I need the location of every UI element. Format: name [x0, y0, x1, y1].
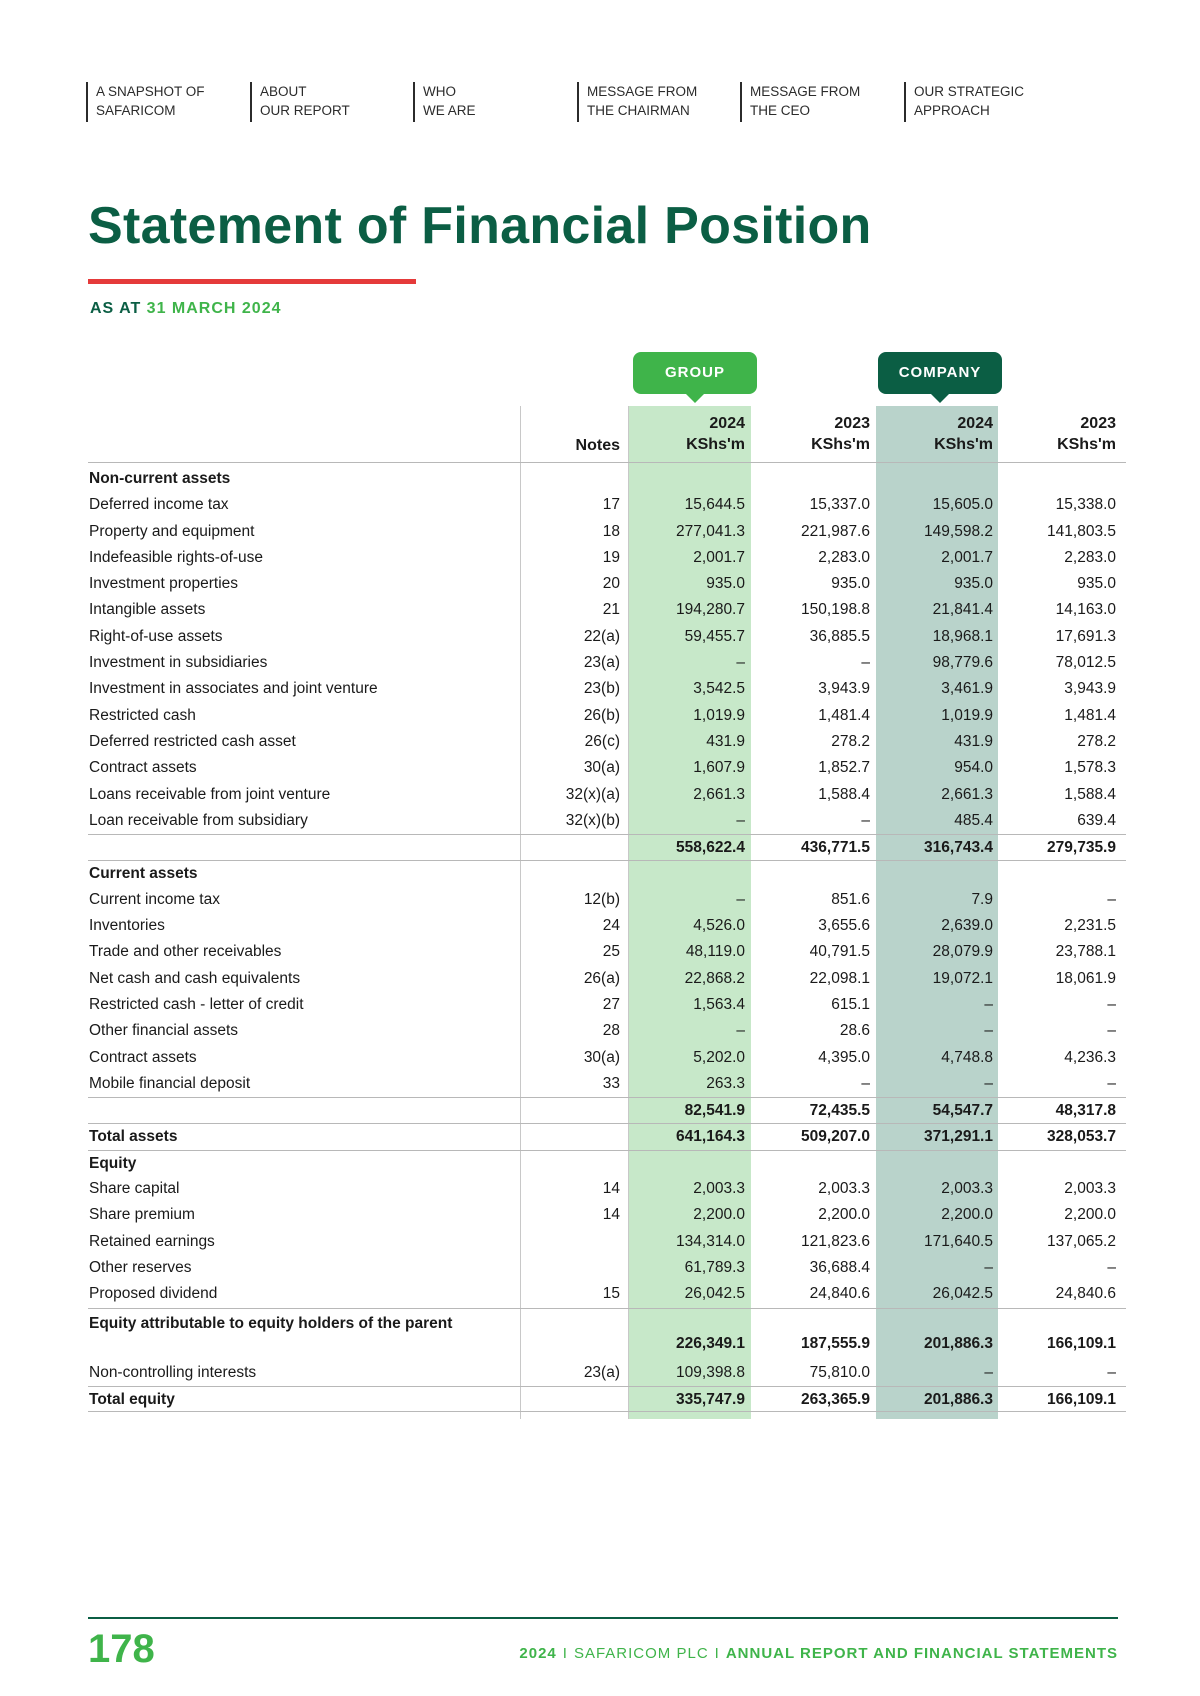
group-2024-value: 22,868.2	[684, 969, 745, 987]
footer-company: SAFARICOM PLC	[573, 1645, 709, 1662]
company-2024-value: 149,598.2	[924, 522, 993, 540]
row-label: Investment in associates and joint venture	[89, 680, 378, 698]
row-label: Intangible assets	[89, 601, 206, 619]
row-label: Proposed dividend	[89, 1285, 218, 1303]
nav-snapshot-line2: SAFARICOM	[96, 103, 176, 118]
company-2023-value: 14,163.0	[1055, 601, 1116, 619]
table-row	[88, 1202, 1126, 1228]
company-2023-value: 48,317.8	[1055, 1102, 1116, 1120]
group-2023-value: 851.6	[831, 890, 870, 908]
company-2024-value: 18,968.1	[932, 627, 993, 645]
company-2023-year: 2023	[1080, 415, 1116, 432]
group-2024-value: 26,042.5	[684, 1285, 745, 1303]
row-label: Contract assets	[89, 759, 197, 777]
row-label: Inventories	[89, 917, 165, 935]
section-heading-row	[88, 466, 1126, 492]
company-2024-value: 19,072.1	[932, 969, 993, 987]
group-2024-value: –	[736, 1022, 745, 1040]
company-2024-value: 2,003.3	[941, 1180, 993, 1198]
group-2024-value: 2,200.0	[693, 1206, 745, 1224]
table-row	[88, 676, 1126, 702]
company-2023-value: 166,109.1	[1047, 1334, 1116, 1352]
row-note: 32(x)(a)	[565, 785, 620, 803]
company-2024-value: –	[984, 995, 993, 1013]
company-2023-value: 23,788.1	[1055, 943, 1116, 961]
group-2024-value: 335,747.9	[676, 1390, 745, 1408]
group-2023-value: 24,840.6	[809, 1285, 870, 1303]
company-2023-value: 935.0	[1077, 575, 1116, 593]
group-2024-value: 4,526.0	[693, 917, 745, 935]
table-row	[88, 755, 1126, 781]
notes-header: Notes	[575, 437, 620, 454]
company-2023-value: 1,578.3	[1064, 759, 1116, 777]
company-2023-value: –	[1107, 1258, 1116, 1276]
company-2023-value: 166,109.1	[1047, 1390, 1116, 1408]
company-2024-value: 26,042.5	[932, 1285, 993, 1303]
company-2024-value: –	[984, 1022, 993, 1040]
statement-date-prefix: AS AT	[90, 300, 147, 317]
row-label: Deferred restricted cash asset	[89, 732, 296, 750]
group-2023-value: –	[861, 654, 870, 672]
nav-chairman-message-line1: MESSAGE FROM	[587, 84, 698, 99]
company-2023-value: –	[1107, 1074, 1116, 1092]
section-heading-row	[88, 1150, 1126, 1176]
table-row	[88, 1018, 1126, 1044]
group-2024-value: 134,314.0	[676, 1232, 745, 1250]
group-2023-value: 1,852.7	[818, 759, 870, 777]
nav-strategic-approach-line2: APPROACH	[914, 103, 990, 118]
footer-separator-2: I	[714, 1645, 720, 1662]
row-label: Investment in subsidiaries	[89, 654, 268, 672]
row-note: 19	[602, 548, 620, 566]
nav-strategic-approach-line1: OUR STRATEGIC	[914, 84, 1025, 99]
row-note: 27	[602, 995, 620, 1013]
company-badge: COMPANY	[878, 352, 1002, 394]
group-2023-header	[758, 413, 870, 455]
row-note: 28	[602, 1022, 620, 1040]
nav-ceo-message-line1: MESSAGE FROM	[750, 84, 861, 99]
total-row	[88, 1386, 1126, 1412]
group-2023-value: 28.6	[839, 1022, 870, 1040]
company-2023-header	[1004, 413, 1116, 455]
company-2024-year: 2024	[957, 415, 993, 432]
nav-about-report-line1: ABOUT	[260, 84, 307, 99]
company-2023-unit: KShs'm	[1057, 436, 1116, 453]
footer-document-title: ANNUAL REPORT AND FINANCIAL STATEMENTS	[725, 1645, 1118, 1662]
group-2023-value: 36,885.5	[809, 627, 870, 645]
table-row	[88, 545, 1126, 571]
nav-ceo-message-line2: THE CEO	[750, 103, 811, 118]
table-row	[88, 913, 1126, 939]
row-label: Restricted cash - letter of credit	[89, 995, 304, 1013]
company-2024-value: 201,886.3	[924, 1390, 993, 1408]
company-2023-value: 3,943.9	[1064, 680, 1116, 698]
company-2023-value: 328,053.7	[1047, 1128, 1116, 1146]
group-2024-value: 2,003.3	[693, 1180, 745, 1198]
company-2024-value: 28,079.9	[932, 943, 993, 961]
company-2023-value: 279,735.9	[1047, 839, 1116, 857]
group-2023-value: 2,200.0	[818, 1206, 870, 1224]
company-2024-value: 2,639.0	[941, 917, 993, 935]
table-row	[88, 1255, 1126, 1281]
company-2024-value: 171,640.5	[924, 1232, 993, 1250]
company-2023-value: 278.2	[1077, 732, 1116, 750]
group-badge: GROUP	[633, 352, 757, 394]
table-row	[88, 992, 1126, 1018]
row-note: 14	[602, 1180, 620, 1198]
row-label: Property and equipment	[89, 522, 255, 540]
group-2024-value: 5,202.0	[693, 1048, 745, 1066]
group-2024-value: 1,563.4	[693, 995, 745, 1013]
table-row	[88, 939, 1126, 965]
company-2024-value: –	[984, 1258, 993, 1276]
company-2023-value: 141,803.5	[1047, 522, 1116, 540]
row-label: Retained earnings	[89, 1232, 215, 1250]
company-2023-value: 78,012.5	[1055, 654, 1116, 672]
company-2024-value: 1,019.9	[941, 706, 993, 724]
row-label: Restricted cash	[89, 706, 196, 724]
company-2024-value: 954.0	[954, 759, 993, 777]
row-note: 17	[602, 496, 620, 514]
group-2024-value: 431.9	[706, 732, 745, 750]
nav-who-we-are-line1: WHO	[423, 84, 456, 99]
row-note: 32(x)(b)	[565, 811, 620, 829]
row-label: Current income tax	[89, 890, 220, 908]
group-2023-value: 1,481.4	[818, 706, 870, 724]
company-2023-value: –	[1107, 1363, 1116, 1381]
footer-year: 2024	[519, 1645, 557, 1662]
group-2024-value: 935.0	[706, 575, 745, 593]
table-row	[88, 1176, 1126, 1202]
row-note: 22(a)	[583, 627, 620, 645]
row-label: Trade and other receivables	[89, 943, 282, 961]
group-2023-value: 15,337.0	[809, 496, 870, 514]
row-note: 14	[602, 1206, 620, 1224]
row-label: Current assets	[89, 865, 198, 883]
group-2023-value: 187,555.9	[801, 1334, 870, 1352]
statement-date-value: 31 MARCH 2024	[146, 300, 282, 317]
company-2024-value: 54,547.7	[932, 1102, 993, 1120]
row-note: 30(a)	[583, 1048, 620, 1066]
company-2024-unit: KShs'm	[934, 436, 993, 453]
group-2023-value: 4,395.0	[818, 1048, 870, 1066]
table-body	[88, 466, 1126, 1412]
footer-text	[519, 1645, 1118, 1662]
group-2023-value: 40,791.5	[809, 943, 870, 961]
group-2024-value: 59,455.7	[684, 627, 745, 645]
table-row	[88, 571, 1126, 597]
group-2023-value: 1,588.4	[818, 785, 870, 803]
group-2024-value: 48,119.0	[685, 943, 745, 961]
page-title: Statement of Financial Position	[88, 197, 872, 255]
company-2024-header	[881, 413, 993, 455]
company-2024-value: 2,661.3	[941, 785, 993, 803]
header-rule	[88, 462, 1126, 463]
company-2023-value: 24,840.6	[1055, 1285, 1116, 1303]
group-2024-value: 82,541.9	[684, 1102, 745, 1120]
group-2024-value: 61,789.3	[684, 1258, 745, 1276]
group-2024-header	[633, 413, 745, 455]
row-label: Total assets	[89, 1128, 178, 1146]
group-2023-value: 150,198.8	[801, 601, 870, 619]
group-2024-value: 1,019.9	[693, 706, 745, 724]
company-2023-value: 2,283.0	[1064, 548, 1116, 566]
company-2023-value: 2,003.3	[1064, 1180, 1116, 1198]
company-2023-value: 18,061.9	[1055, 969, 1116, 987]
row-label: Investment properties	[89, 575, 239, 593]
group-2024-value: 109,398.8	[676, 1363, 745, 1381]
row-label: Share premium	[89, 1206, 195, 1224]
group-2023-value: 436,771.5	[801, 839, 870, 857]
table-row	[88, 650, 1126, 676]
group-2023-value: 3,655.6	[818, 917, 870, 935]
group-2024-value: –	[736, 811, 745, 829]
company-2024-value: 371,291.1	[924, 1128, 993, 1146]
company-2023-value: 1,481.4	[1064, 706, 1116, 724]
company-2024-value: 15,605.0	[932, 496, 993, 514]
group-2024-value: 2,661.3	[693, 785, 745, 803]
company-2024-value: 431.9	[954, 732, 993, 750]
row-note: 18	[602, 522, 620, 540]
group-2024-year: 2024	[709, 415, 745, 432]
row-note: 30(a)	[583, 759, 620, 777]
table-row	[88, 1229, 1126, 1255]
row-label: Non-current assets	[89, 470, 231, 487]
row-label: Loans receivable from joint venture	[89, 785, 331, 803]
row-label: Equity	[89, 1154, 137, 1172]
table-row	[88, 519, 1126, 545]
footer-rule	[88, 1617, 1118, 1619]
row-label: Other financial assets	[89, 1022, 239, 1040]
group-2024-value: 226,349.1	[676, 1334, 745, 1352]
group-2023-value: 22,098.1	[809, 969, 870, 987]
group-2023-year: 2023	[834, 415, 870, 432]
group-2024-value: 558,622.4	[676, 839, 745, 857]
group-2024-value: –	[736, 654, 745, 672]
group-2024-value: 3,542.5	[693, 680, 745, 698]
total-row	[88, 1308, 1126, 1360]
group-2023-value: 509,207.0	[801, 1128, 870, 1146]
company-2023-value: 1,588.4	[1064, 785, 1116, 803]
table-row	[88, 703, 1126, 729]
company-2024-value: 2,200.0	[941, 1206, 993, 1224]
company-2023-value: 2,231.5	[1064, 917, 1116, 935]
company-2024-value: 935.0	[954, 575, 993, 593]
company-2024-value: –	[984, 1363, 993, 1381]
company-2024-value: 4,748.8	[941, 1048, 993, 1066]
company-2024-value: 21,841.4	[932, 601, 993, 619]
group-2024-value: 277,041.3	[676, 522, 745, 540]
company-2024-value: 2,001.7	[941, 548, 993, 566]
group-2024-value: –	[736, 890, 745, 908]
company-2023-value: 4,236.3	[1064, 1048, 1116, 1066]
company-2024-value: 316,743.4	[924, 839, 993, 857]
table-row	[88, 492, 1126, 518]
row-note: 26(b)	[583, 706, 620, 724]
company-2023-value: 15,338.0	[1055, 496, 1116, 514]
company-2023-value: –	[1107, 890, 1116, 908]
company-2024-value: 98,779.6	[932, 654, 993, 672]
row-note: 24	[602, 917, 620, 935]
company-2024-value: –	[984, 1074, 993, 1092]
nav-snapshot-line1: A SNAPSHOT OF	[96, 84, 205, 99]
table-row	[88, 597, 1126, 623]
company-2023-value: –	[1107, 1022, 1116, 1040]
company-2024-value: 485.4	[954, 811, 993, 829]
row-label: Equity attributable to equity holders of the parent	[89, 1314, 453, 1332]
row-label: Other reserves	[89, 1258, 192, 1276]
group-2024-value: 1,607.9	[693, 759, 745, 777]
table-row	[88, 887, 1126, 913]
total-row	[88, 834, 1126, 860]
group-2023-value: 2,003.3	[818, 1180, 870, 1198]
company-2024-value: 201,886.3	[924, 1334, 993, 1352]
row-label: Net cash and cash equivalents	[89, 969, 301, 987]
group-2023-value: 75,810.0	[809, 1363, 870, 1381]
table-row	[88, 782, 1126, 808]
table-row	[88, 808, 1126, 834]
company-2023-value: 2,200.0	[1064, 1206, 1116, 1224]
table-row	[88, 1071, 1126, 1097]
row-note: 26(c)	[584, 732, 620, 750]
company-2023-value: –	[1107, 995, 1116, 1013]
table-row	[88, 966, 1126, 992]
nav-about-report-line2: OUR REPORT	[260, 103, 350, 118]
group-2023-value: –	[861, 1074, 870, 1092]
group-2024-value: 2,001.7	[693, 548, 745, 566]
nav-who-we-are-line2: WE ARE	[423, 103, 476, 118]
row-label: Contract assets	[89, 1048, 197, 1066]
group-2023-value: 615.1	[831, 995, 870, 1013]
group-2024-value: 15,644.5	[684, 496, 745, 514]
table-row	[88, 1045, 1126, 1071]
row-note: 21	[602, 601, 620, 619]
row-note: 26(a)	[583, 969, 620, 987]
company-2023-value: 639.4	[1077, 811, 1116, 829]
group-2024-unit: KShs'm	[686, 436, 745, 453]
row-label: Non-controlling interests	[89, 1363, 257, 1381]
group-2024-value: 194,280.7	[676, 601, 745, 619]
row-label: Mobile financial deposit	[89, 1074, 251, 1092]
table-row	[88, 1281, 1126, 1307]
group-2024-value: 263.3	[706, 1074, 745, 1092]
row-label: Share capital	[89, 1180, 180, 1198]
row-note: 23(a)	[583, 1363, 620, 1381]
nav-chairman-message-line2: THE CHAIRMAN	[587, 103, 690, 118]
row-note: 20	[602, 575, 620, 593]
table-row	[88, 729, 1126, 755]
financial-position-table	[88, 0, 1126, 1430]
group-2023-value: 121,823.6	[801, 1232, 870, 1250]
section-heading-row	[88, 860, 1126, 886]
row-note: 15	[602, 1285, 620, 1303]
row-note: 23(a)	[583, 654, 620, 672]
group-2023-unit: KShs'm	[811, 436, 870, 453]
row-label: Total equity	[89, 1390, 175, 1408]
group-2023-value: 36,688.4	[809, 1258, 870, 1276]
row-label: Loan receivable from subsidiary	[89, 811, 308, 829]
row-note: 25	[602, 943, 620, 961]
group-2023-value: 72,435.5	[809, 1102, 870, 1120]
group-2023-value: 2,283.0	[818, 548, 870, 566]
group-2023-value: 3,943.9	[818, 680, 870, 698]
row-note: 33	[602, 1074, 620, 1092]
company-2024-value: 7.9	[971, 890, 993, 908]
total-row	[88, 1123, 1126, 1149]
group-2023-value: 263,365.9	[801, 1390, 870, 1408]
group-2023-value: –	[861, 811, 870, 829]
row-note: 23(b)	[583, 680, 620, 698]
table-row	[88, 624, 1126, 650]
group-2023-value: 221,987.6	[801, 522, 870, 540]
table-row	[88, 1360, 1126, 1386]
company-2023-value: 137,065.2	[1047, 1232, 1116, 1250]
row-note: 12(b)	[583, 890, 620, 908]
group-2023-value: 935.0	[831, 575, 870, 593]
page-number: 178	[88, 1627, 155, 1671]
footer-separator-1: I	[562, 1645, 568, 1662]
total-row	[88, 1097, 1126, 1123]
group-2024-value: 641,164.3	[676, 1128, 745, 1146]
group-2023-value: 278.2	[831, 732, 870, 750]
company-2023-value: 17,691.3	[1055, 627, 1116, 645]
company-2024-value: 3,461.9	[941, 680, 993, 698]
row-label: Right-of-use assets	[89, 627, 223, 645]
row-label: Deferred income tax	[89, 496, 229, 514]
row-label: Indefeasible rights-of-use	[89, 548, 264, 566]
